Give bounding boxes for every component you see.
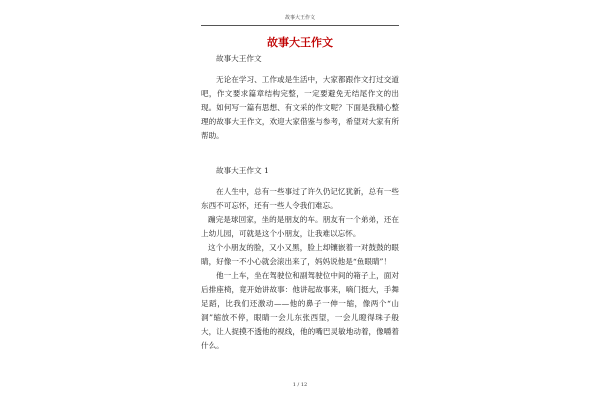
section-title: 故事大王作文 1: [216, 166, 269, 175]
body-paragraph: 他一上车，坐在驾驶位和副驾驶位中间的箱子上，面对后排座椅，竟开始讲故事：他讲起故事来，嘀门挺大，手舞足蹈，比我们还激动——他的鼻子一伸一缩，像两个“山洞”缩放不停，眼睛一会儿东张西望，一会儿瞪得珠子般大，让人捉摸不透他的视线，他的嘴巴灵敏地动着，像嚼着什么。: [201, 271, 399, 350]
page-indicator: 1 / 12: [292, 382, 308, 388]
document-subtitle: 故事大王作文: [216, 54, 262, 63]
intro-paragraph: 无论在学习、工作或是生活中，大家都跟作文打过交道吧，作文要求篇章结构完整，一定要避免无结尾作文的出现。如何写一篇有思想、有文采的作文呢？下面是我精心整理的故事大王作文，欢迎大家借鉴与参考，希望对大家有所帮助。: [201, 75, 399, 140]
body-paragraph: 在人生中，总有一些事过了许久仍记忆犹新，总有一些东西不可忘怀，还有一些人令我们难忘。: [201, 187, 399, 210]
document-body: [201, 52, 399, 353]
body-paragraph: 这个小朋友的脸，又小又黑，脸上却镶嵌着一对鼓鼓的眼睛，好像一不小心就会滚出来了，妈妈说他是“鱼眼睛”！: [201, 243, 399, 266]
body-paragraph: 蹦完是球回家，坐的是朋友的车。朋友有一个弟弟，还在上幼儿园，可就是这个小朋友，让我难以忘怀。: [201, 215, 399, 238]
page-header: 故事大王作文: [284, 15, 315, 21]
spacer: [201, 66, 399, 73]
header-divider: [201, 25, 399, 26]
spacer: [201, 178, 399, 185]
spacer: [201, 143, 399, 157]
document-title: 故事大王作文: [267, 36, 333, 49]
spacer: [201, 157, 399, 164]
